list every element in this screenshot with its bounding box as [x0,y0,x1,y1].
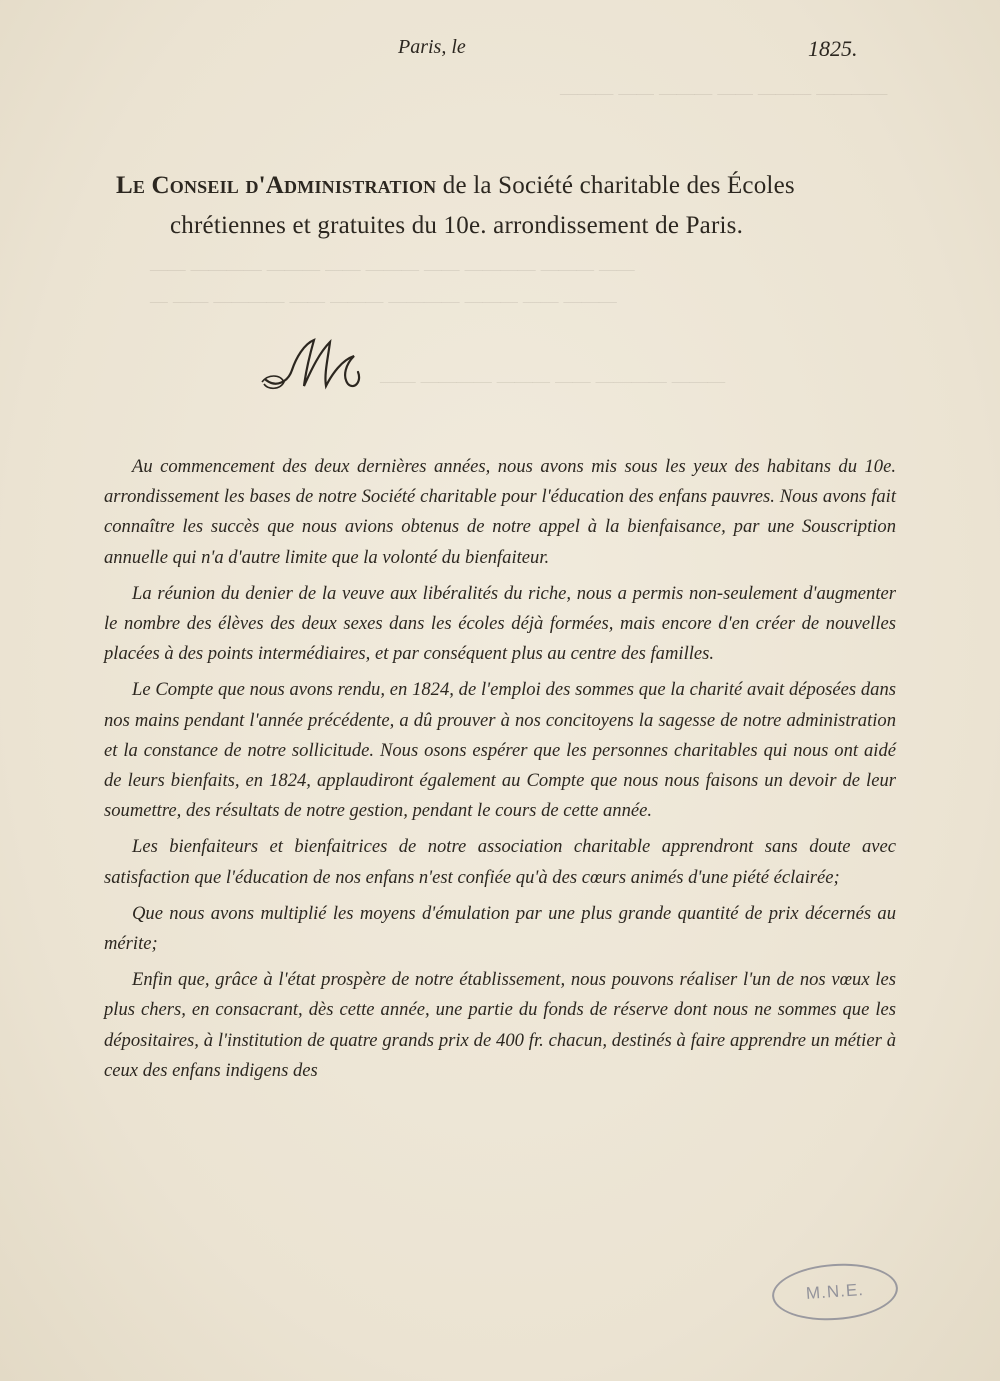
dateline [0,36,1000,66]
bleed-through: ——— ———— —— ——— ———— —— [380,370,726,392]
document-title [116,166,906,246]
bleed-through: ———— ——— —— ——— —— ——— [560,82,888,104]
letter-body [104,452,896,1092]
stamp-text: M.N.E. [805,1280,865,1303]
title-line1: de la Société charitable des Écoles [436,172,795,199]
title-council: Le Conseil d'Administration [116,172,437,199]
paragraph: Le Compte que nous avons rendu, en 1824, de l'emploi des sommes que la charité avait déposées dans nos mains pendant l'année précédente, a dû prouver à nos concitoyens la sagesse de notre administration et la constance de notre sollicitude. Nous osons espérer que les personnes charitables qui nous ont aidé de leurs bienfaits, en 1824, applaudiront également au Compte que nous nous faisons un devoir de leur soumettre, des résultats de notre gestion, pendant le cours de cette année. [104,679,896,822]
year-label: 1825. [808,36,858,61]
paragraph: La réunion du denier de la veuve aux libéralités du riche, nous a permis non-seulement d'augmenter le nombre des élèves des deux sexes dans les écoles déjà formées, mais encore d'en créer de nouvelles placées à des points intermédiaires, et par conséquent plus au centre des familles. [104,582,896,665]
bleed-through: ——— —— ——— ———— ——— —— ———— —— — [150,290,617,312]
library-stamp [770,1260,900,1325]
title-line2: chrétiennes et gratuites du 10e. arrondissement de Paris. [170,212,744,239]
paragraph: Que nous avons multiplié les moyens d'émulation par une plus grande quantité de prix décernés au mérite; [104,902,896,955]
paragraph: Les bienfaiteurs et bienfaitrices de notre association charitable apprendront sans doute avec satisfaction que l'éducation de nos enfans n'est confiée qu'à des cœurs animés d'une piété éclairée; [104,836,896,888]
paragraph: Au commencement des deux dernières années, nous avons mis sous les yeux des habitans du 10e. arrondissement les bases de notre Société charitable pour l'éducation des enfans pauvres. Nous avons fait connaître les succès que nous avions obtenus de notre appel à la bienfaisance, par une Souscription annuelle qui n'a d'autre limite que la volonté du bienfaiteur. [104,456,896,568]
monogram-m-salutation [258,330,368,400]
paragraph: Enfin que, grâce à l'état prospère de notre établissement, nous pouvons réaliser l'un de nos vœux les plus chers, en consacrant, dès cette année, une partie du fonds de réserve dont nous ne sommes que les dépositaires, à l'institution de quatre grands prix de 400 fr. chacun, destinés à faire apprendre un métier à ceux des enfans indigens des [104,969,896,1081]
place-label: Paris, le [398,36,466,58]
bleed-through: —— ——— ———— —— ——— —— ——— ———— —— [150,258,635,280]
